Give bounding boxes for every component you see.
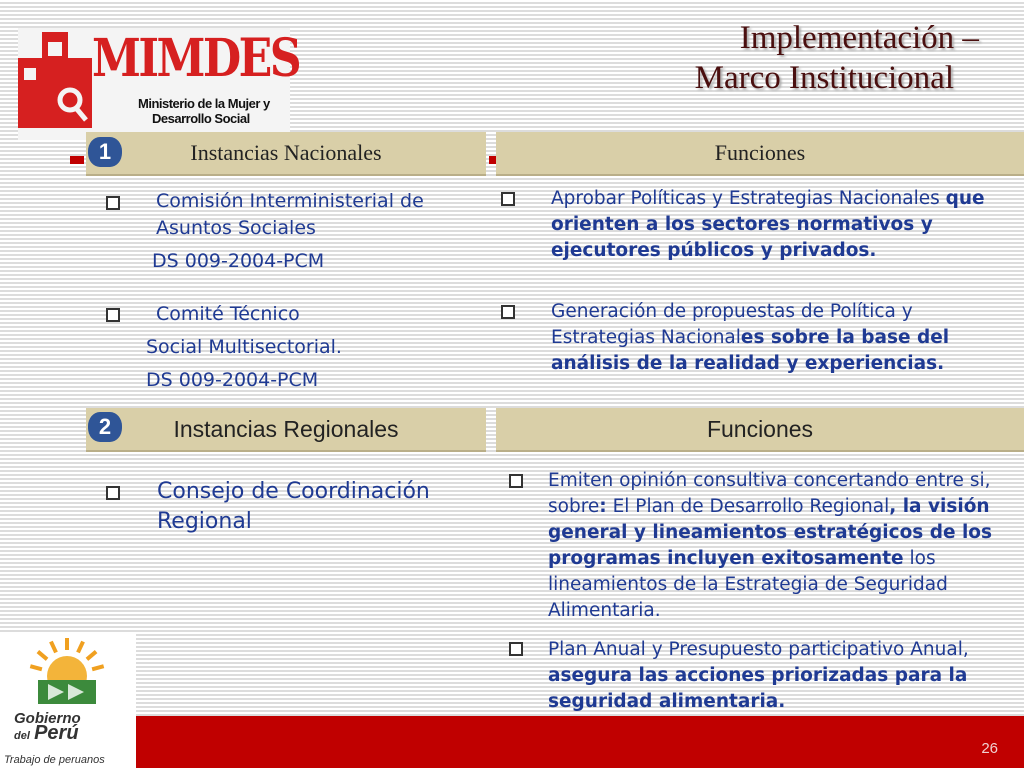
checkbox-bullet-icon	[106, 196, 120, 210]
title-line2: Marco Institucional	[694, 60, 954, 96]
regional-function-2	[548, 637, 1010, 715]
national-item-1-decree: DS 009-2004-PCM	[152, 250, 325, 272]
page-number: 26	[981, 740, 998, 757]
section1-right-header	[496, 132, 1024, 174]
national-function-1-plain: Aprobar Políticas y Estrategias Nacionales	[551, 188, 946, 209]
national-item-1-line2: Asuntos Sociales	[156, 217, 316, 239]
section1-number-badge: 1	[88, 137, 122, 167]
regional-function-1-part2: El Plan de Desarrollo Regional	[606, 496, 890, 517]
gob-line2: del	[14, 730, 30, 742]
national-function-1	[551, 186, 1006, 264]
national-function-2	[551, 299, 1006, 377]
national-item-1	[152, 188, 476, 275]
section2-number-badge: 2	[88, 412, 122, 442]
section1-left-header	[86, 132, 486, 174]
checkbox-bullet-icon	[501, 305, 515, 319]
red-marker	[489, 156, 496, 164]
red-marker	[70, 156, 84, 164]
section1-right-header-label: Funciones	[714, 140, 806, 165]
regional-function-1-part3: los lineamientos de la Estrategia de Seguridad Alimentaria.	[548, 548, 948, 621]
national-item-2	[146, 301, 476, 394]
gob-name	[14, 712, 81, 743]
logo-blocks-icon	[18, 28, 92, 128]
national-item-2-decree: DS 009-2004-PCM	[146, 369, 319, 391]
section1-left-header-label: Instancias Nacionales	[190, 140, 382, 165]
logo-subtitle-line1: Ministerio de la Mujer y	[138, 96, 270, 111]
regional-item: Consejo de Coordinación Regional	[157, 479, 430, 534]
sun-emblem-icon	[24, 636, 110, 708]
regional-function-1-part1: Emiten opinión consultiva concertando entre si, sobre	[548, 470, 991, 517]
checkbox-bullet-icon	[509, 474, 523, 488]
regional-function-1-bold2: , la visión general y lineamientos estratégicos de los programas incluyen exitosamente	[548, 496, 993, 569]
national-function-2-plain: Generación de propuestas de Política y Estrategias Nacional	[551, 301, 913, 348]
national-function-1-bold: que orienten a los sectores normativos y ejecutores públicos y privados.	[551, 188, 985, 261]
logo-subtitle	[138, 96, 270, 126]
section2-left-header-label: Instancias Regionales	[173, 415, 399, 442]
regional-function-1	[548, 468, 1010, 624]
slide-title	[694, 18, 979, 98]
mimdes-logo	[18, 28, 300, 140]
national-item-1-line1: Comisión Interministerial de	[156, 190, 424, 212]
checkbox-bullet-icon	[509, 642, 523, 656]
section2-right-header	[496, 408, 1024, 450]
checkbox-bullet-icon	[501, 192, 515, 206]
section2-right-header-label: Funciones	[706, 415, 814, 442]
national-item-2-line1: Comité Técnico	[156, 303, 300, 325]
national-item-2-line2: Social Multisectorial.	[146, 336, 342, 358]
national-function-2-bold: es sobre la base del análisis de la realidad y experiencias.	[551, 327, 950, 374]
logo-subtitle-line2: Desarrollo Social	[152, 111, 250, 126]
title-line1: Implementación –	[739, 20, 979, 56]
section2-left-header	[86, 408, 486, 450]
checkbox-bullet-icon	[106, 308, 120, 322]
regional-function-1-bold1: :	[599, 496, 607, 517]
footer-bar	[135, 716, 1024, 768]
gob-line1: Gobierno	[14, 710, 81, 727]
logo-name: MIMDES	[92, 28, 300, 89]
checkbox-bullet-icon	[106, 486, 120, 500]
gob-tagline: Trabajo de peruanos	[4, 754, 105, 766]
gob-line3: Perú	[34, 722, 79, 744]
regional-function-2-plain: Plan Anual y Presupuesto participativo Anual,	[548, 639, 969, 660]
gobierno-peru-logo	[0, 632, 136, 768]
regional-function-2-bold: asegura las acciones priorizadas para la seguridad alimentaria.	[548, 665, 968, 712]
